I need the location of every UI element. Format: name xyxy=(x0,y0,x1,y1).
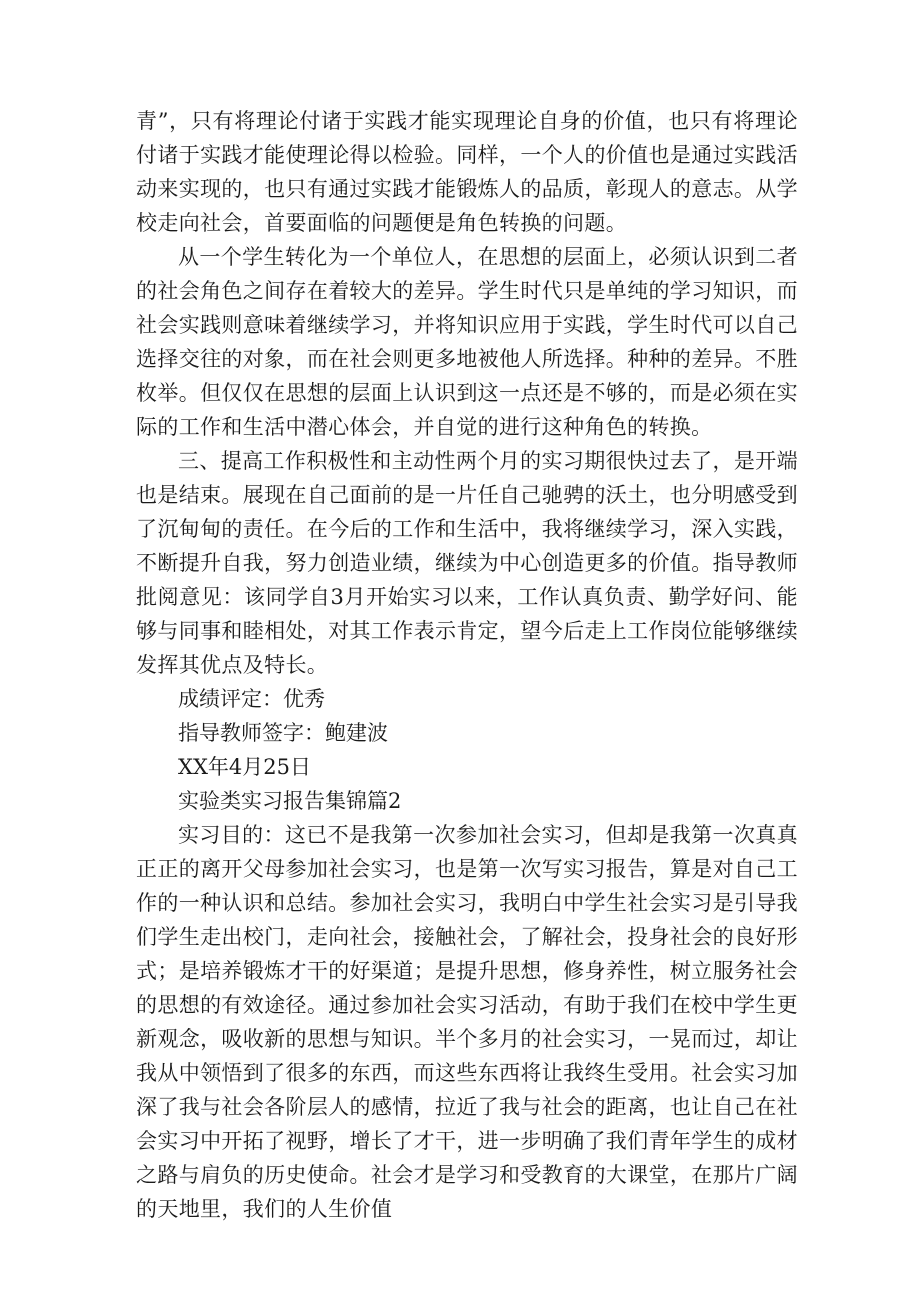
section-title: 实验类实习报告集锦篇2 xyxy=(178,789,402,813)
paragraph-role-change: 从一个学生转化为一个单位人，在思想的层面上，必须认识到二者的社会角色之间存在着较大的差异。学生时代只是单纯的学习知识，而社会实践则意味着继续学习，并将知识应用于实践，学生时代可以自己选择交往的对象，而在社会则更多地被他人所选择。种种的差异。不胜枚举。但仅仅在思想的层面上认识到这一点还是不够的，而是必须在实际的工作和生活中潜心体会，并自觉的进行这种角色的转换。 xyxy=(136,245,798,439)
paragraph-internship-purpose: 实习目的：这已不是我第一次参加社会实习，但却是我第一次真真正正的离开父母参加社会实习，也是第一次写实习报告，算是对自己工作的一种认识和总结。参加社会实习，我明白中学生社会实习是引导我们学生走出校门，走向社会，接触社会，了解社会，投身社会的良好形式；是培养锻炼才干的好渠道；是提升思想，修身养性，树立服务社会的思想的有效途径。通过参加社会实习活动，有助于我们在校中学生更新观念，吸收新的思想与知识。半个多月的社会实习，一晃而过，却让我从中领悟到了很多的东西，而这些东西将让我终生受用。社会实习加深了我与社会各阶层人的感情，拉近了我与社会的距离，也让自己在社会实习中开拓了视野，增长了才干，进一步明确了我们青年学生的成材之路与肩负的历史使命。社会才是学习和受教育的大课堂，在那片广阔的天地里，我们的人生价值 xyxy=(136,823,798,1221)
document-page xyxy=(136,104,798,1226)
date-line: XX年4月25日 xyxy=(178,755,311,779)
paragraph-continued: 青”，只有将理论付诸于实践才能实现理论自身的价值，也只有将理论付诸于实践才能使理论得以检验。同样，一个人的价值也是通过实践活动来实现的，也只有通过实践才能锻炼人的品质，彰现人的意志。从学校走向社会，首要面临的问题便是角色转换的问题。 xyxy=(136,109,798,235)
grade-line: 成绩评定：优秀 xyxy=(178,687,325,711)
signature-line: 指导教师签字：鲍建波 xyxy=(178,721,388,745)
paragraph-work-initiative: 三、提高工作积极性和主动性两个月的实习期很快过去了，是开端也是结束。展现在自己面前的是一片任自己驰骋的沃土，也分明感受到了沉甸甸的责任。在今后的工作和生活中，我将继续学习，深入实践，不断提升自我，努力创造业绩，继续为中心创造更多的价值。指导教师批阅意见：该同学自3月开始实习以来，工作认真负责、勤学好问、能够与同事和睦相处，对其工作表示肯定，望今后走上工作岗位能够继续发挥其优点及特长。 xyxy=(136,449,798,677)
